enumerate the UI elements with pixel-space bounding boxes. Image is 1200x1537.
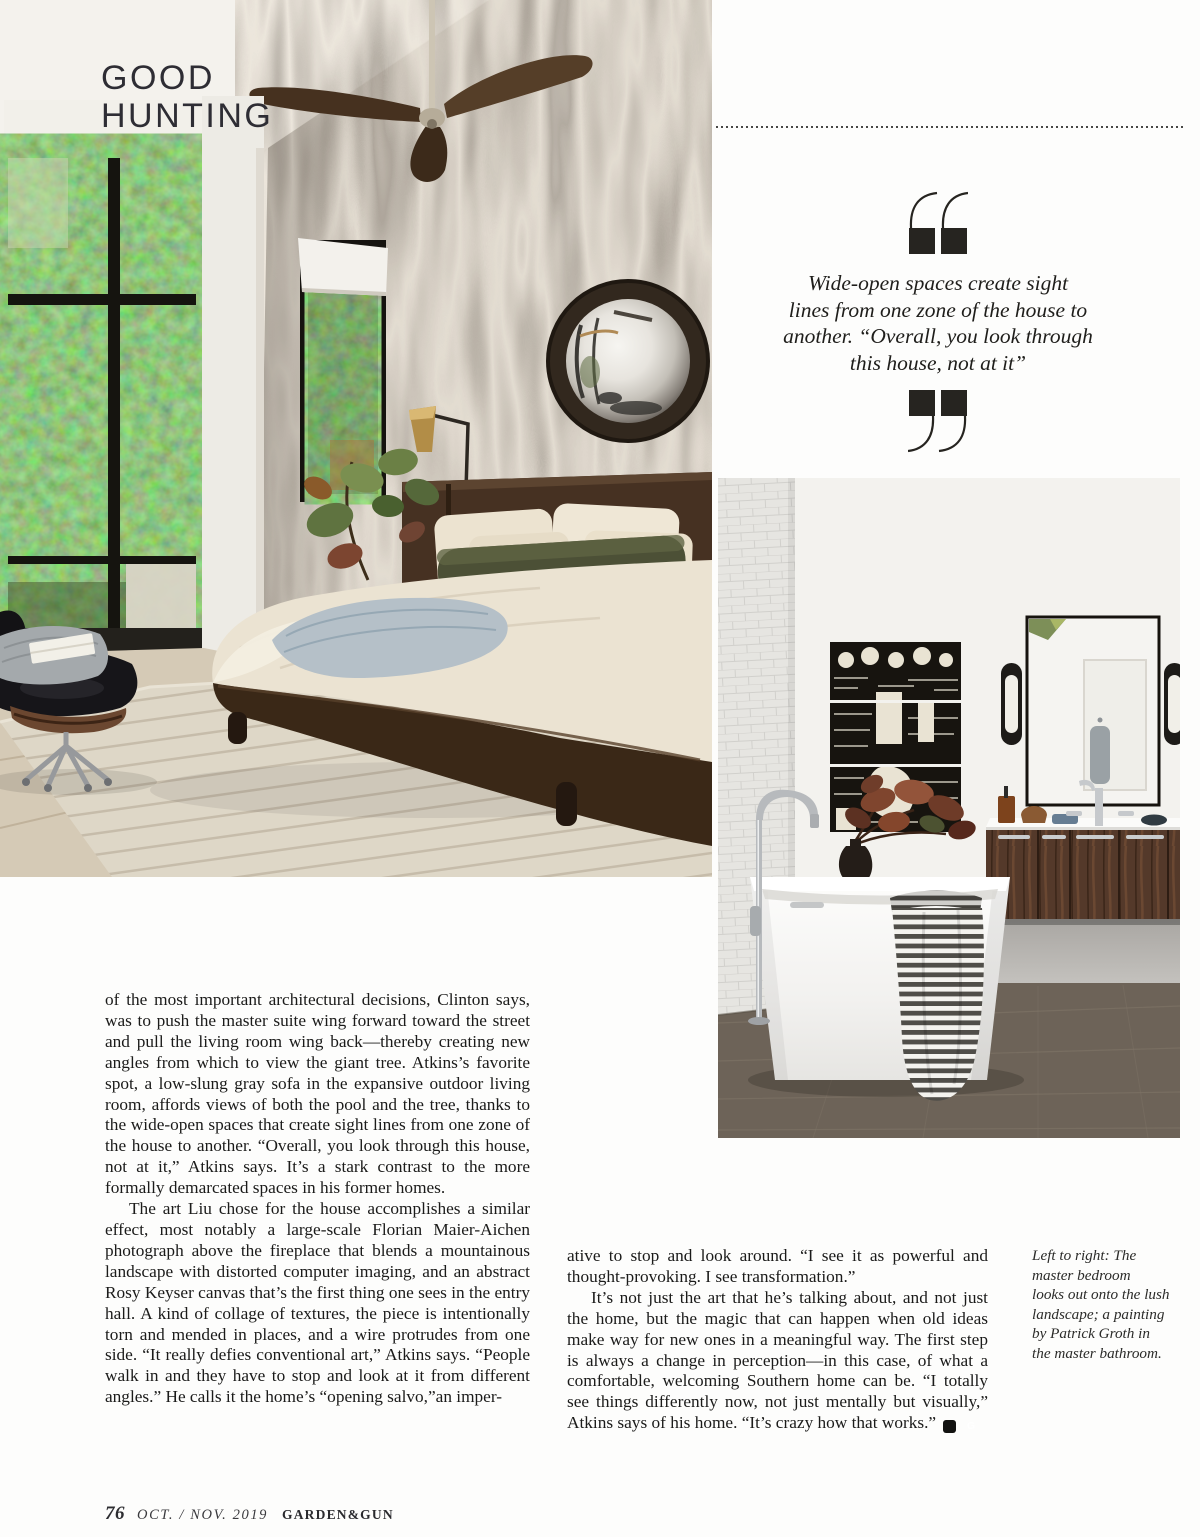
- folio: [105, 1503, 394, 1525]
- caption-line: Left to right: The: [1032, 1247, 1137, 1264]
- article-column-1: [105, 990, 530, 1408]
- caption-line: landscape; a painting: [1032, 1305, 1165, 1323]
- article-column-2: [567, 1246, 988, 1434]
- pull-quote: [758, 190, 1118, 454]
- pull-quote-line: this house, not at it”: [849, 350, 1027, 375]
- photo-caption: [1032, 1246, 1184, 1364]
- pull-quote-line: lines from one zone of the house to: [788, 297, 1088, 322]
- bed-leg: [556, 782, 577, 826]
- floating-vanity: [986, 818, 1180, 925]
- issue-date: OCT. / NOV. 2019: [137, 1507, 269, 1523]
- convex-mirror: [548, 281, 708, 441]
- caption-line: looks out onto the lush: [1032, 1286, 1170, 1304]
- dotted-rule: [716, 126, 1184, 128]
- paragraph: The art Liu chose for the house accomplishes a similar effect, most notably a large-scale Florian Maier-Aichen photograph above the fireplace that blends a mountainous landscape with distorted computer imaging, and an abstract Rosy Keyser canvas that’s the first thing one sees in the entry hall. A kind of collage of textures, the piece is intentionally torn and mended in places, and a wire protrudes from one side. “It really defies conventional art,” Atkins says. “People walk in and they have to stop and look at it from different angles.” He calls it the home’s “opening salvo,”an imper-: [105, 1199, 530, 1407]
- vanity-recess: [987, 919, 1180, 985]
- pull-quote-line: another. “Overall, you look through: [783, 324, 1093, 348]
- end-mark: G: [943, 1420, 956, 1433]
- vanity-mirror: [1027, 617, 1159, 805]
- paragraph-text: It’s not just the art that he’s talking about, and not just the home, but the magic that can happen when old ideas make way for new ones in a meaningful way. The first step is always a change in perception—in this case, of what a comfortable, welcoming Southern home can be. “I totally see things differently now, not just mentally but visually,” Atkins says of his home. “It’s crazy how that works.”: [567, 1287, 988, 1433]
- page-title: [101, 60, 273, 135]
- window-wall: [0, 148, 204, 654]
- title-line-2: HUNTING: [101, 97, 274, 135]
- sconce-right: [1164, 663, 1180, 745]
- towel-reflection: [1090, 726, 1110, 784]
- sconce-left: [1001, 663, 1022, 745]
- accent-wall-window: [298, 238, 388, 502]
- hand-sprayer: [750, 906, 761, 936]
- paragraph: of the most important architectural decisions, Clinton says, was to push the master suite wing forward toward the street and pull the living room wing back—thereby creating new angles from which to view the giant tree. Atkins’s favorite spot, a low-slung gray sofa in the expansive outdoor living room, affords views of both the pool and the tree, thanks to the wide-open spaces that create sight lines from one zone of the house to another. “Overall, you look through this house, not at it,” Atkins says. It’s a stark contrast to the more formally demarcated spaces in his former homes.: [105, 990, 530, 1198]
- caption-line: by Patrick Groth in: [1032, 1325, 1150, 1343]
- pull-quote-text: [758, 270, 1118, 376]
- roller-shade: [298, 238, 388, 296]
- title-line-1: GOOD: [101, 59, 215, 97]
- wall-column: [202, 96, 264, 680]
- bathroom-illustration: [718, 478, 1180, 1138]
- magazine-name: GARDEN&GUN: [282, 1507, 394, 1522]
- pull-quote-line: Wide-open spaces create sight: [807, 271, 1069, 295]
- open-quote-icon: [908, 190, 968, 256]
- page-number: 76: [105, 1503, 125, 1524]
- caption-line: master bedroom: [1032, 1266, 1131, 1284]
- dark-bowl: [1141, 815, 1167, 826]
- tub-handle: [790, 902, 824, 908]
- bed-leg: [228, 712, 247, 744]
- bathroom-photo: [718, 478, 1180, 1138]
- paragraph: [567, 1288, 988, 1434]
- amber-bottle: [998, 796, 1015, 823]
- close-quote-icon: [908, 388, 968, 454]
- caption-line: the master bathroom.: [1032, 1344, 1162, 1362]
- paragraph: ative to stop and look around. “I see it as powerful and thought-provoking. I see transformation.”: [567, 1246, 988, 1286]
